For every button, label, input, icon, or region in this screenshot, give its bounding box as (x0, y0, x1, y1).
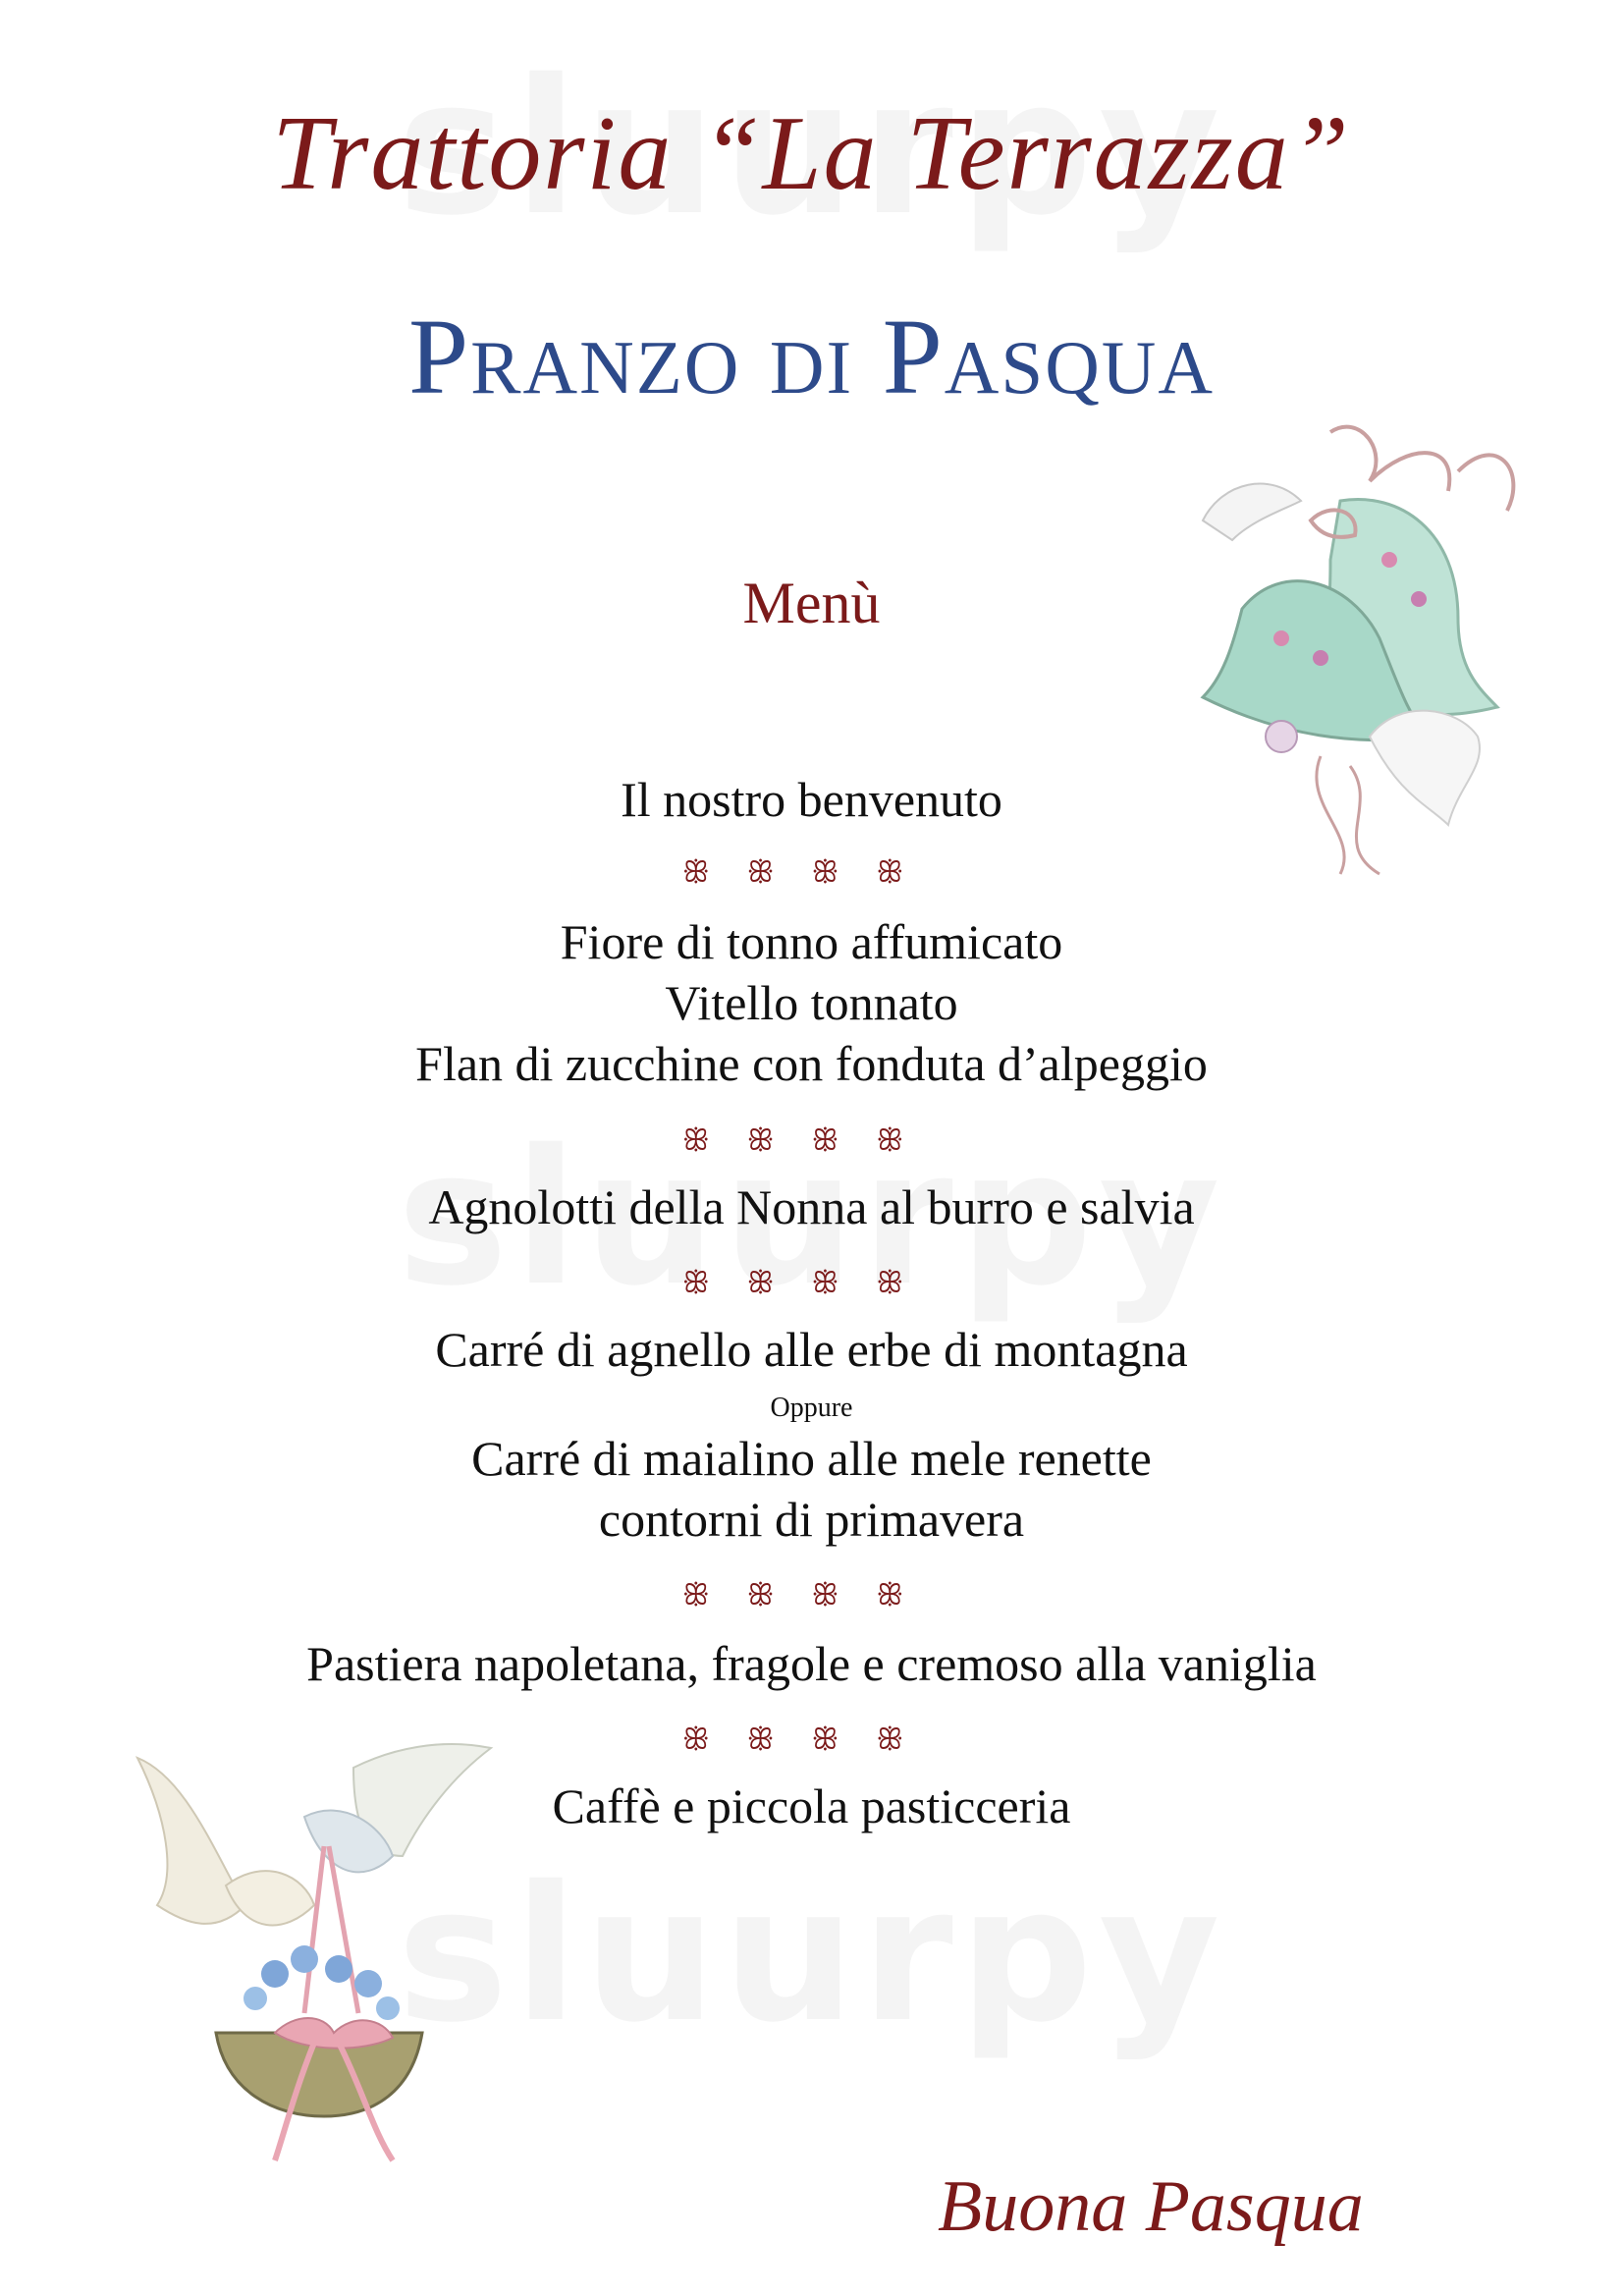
menu-item-secondo-1: Carré di agnello alle erbe di montagna (435, 1322, 1188, 1377)
doves-basket-icon (128, 1738, 501, 2170)
footer-greeting: Buona Pasqua (938, 2166, 1364, 2247)
menu-item-antipasto-3: Flan di zucchine con fonduta d’alpeggio (415, 1036, 1208, 1091)
menu-item-caffe: Caffè e piccola pasticceria (552, 1778, 1071, 1833)
menu-item-contorni: contorni di primavera (598, 1492, 1025, 1547)
menu-item-secondo-2: Carré di maialino alle mele renette (471, 1431, 1152, 1486)
menu-item-antipasto-2: Vitello tonnato (665, 975, 958, 1030)
event-title: Pranzo di Pasqua (407, 297, 1216, 416)
course-separator: ꕥꕥꕥꕥ (681, 1267, 942, 1299)
menu-heading: Menù (742, 571, 881, 635)
menu-item-antipasto-1: Fiore di tonno affumicato (560, 914, 1063, 969)
course-separator: ꕥꕥꕥꕥ (681, 856, 942, 889)
menu-item-oppure: Oppure (770, 1393, 853, 1423)
course-separator: ꕥꕥꕥꕥ (681, 1723, 942, 1756)
menu-item-welcome: Il nostro benvenuto (621, 772, 1002, 827)
menu-item-primo: Agnolotti della Nonna al burro e salvia (428, 1179, 1195, 1234)
restaurant-name: Trattoria “La Terrazza” (272, 95, 1351, 212)
menu-item-dessert: Pastiera napoletana, fragole e cremoso alla vaniglia (306, 1636, 1317, 1691)
course-separator: ꕥꕥꕥꕥ (681, 1124, 942, 1157)
course-separator: ꕥꕥꕥꕥ (681, 1579, 942, 1612)
